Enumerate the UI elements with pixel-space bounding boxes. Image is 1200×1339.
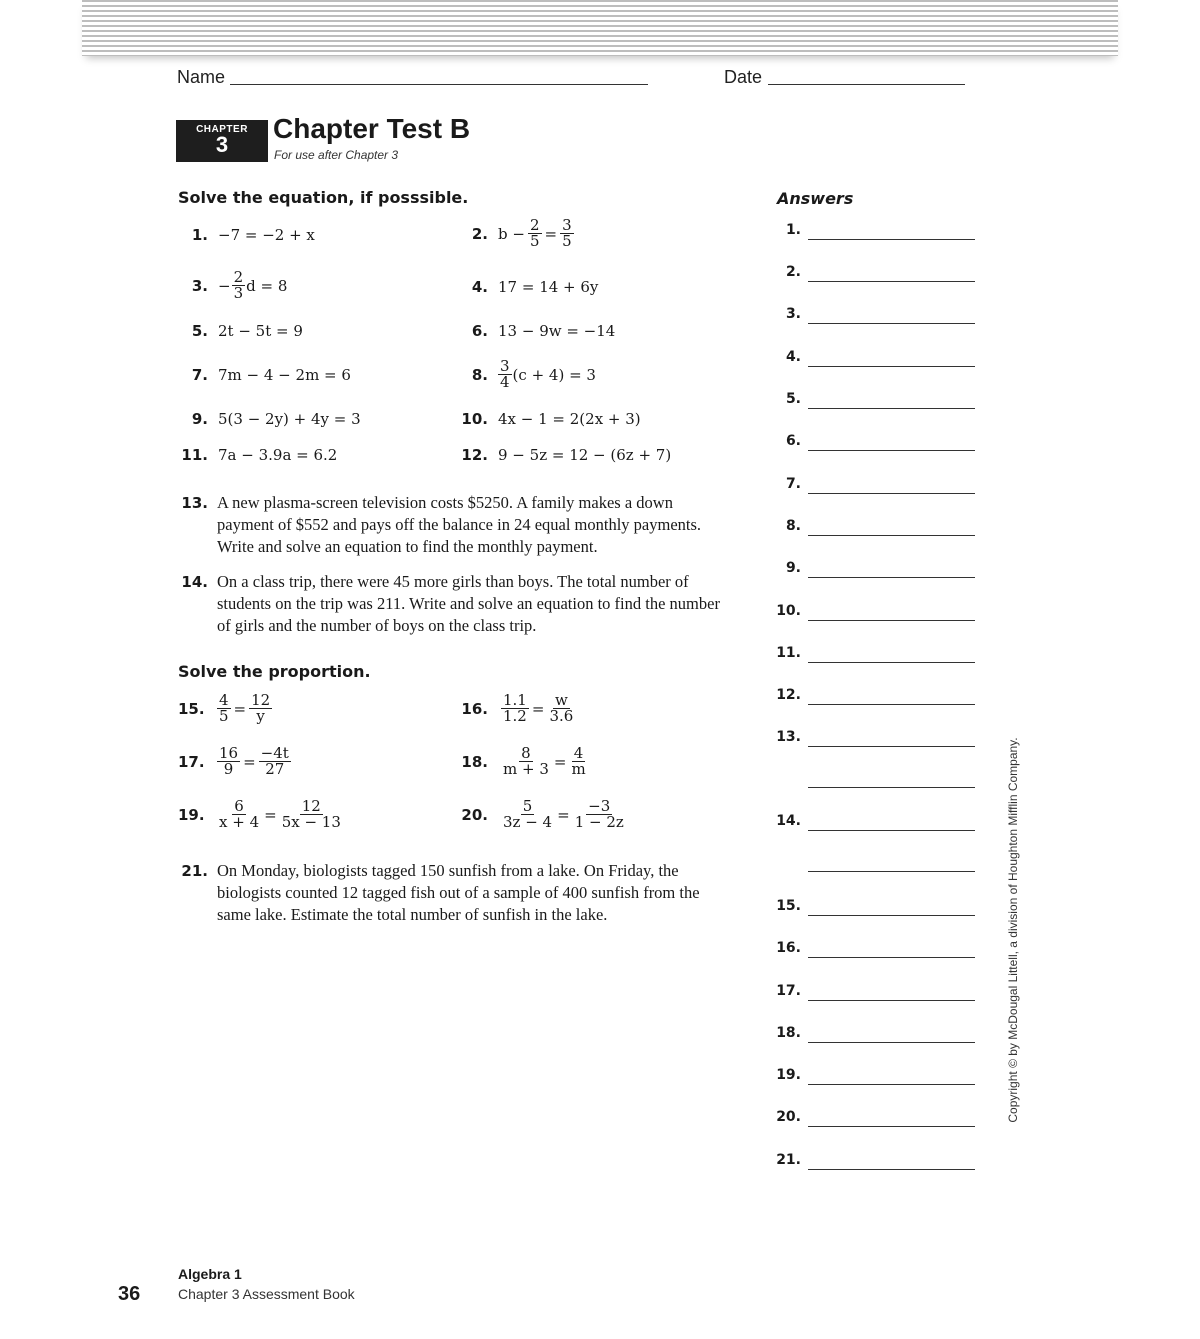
problem-1 <box>178 226 315 244</box>
answer-line-13-extra[interactable] <box>808 787 975 788</box>
fraction <box>528 218 542 249</box>
answer-line[interactable] <box>808 281 975 282</box>
denominator: m + 3 <box>503 760 549 778</box>
numerator: −3 <box>588 797 611 815</box>
answer-line[interactable] <box>808 408 975 409</box>
answer-line[interactable] <box>808 620 975 621</box>
answer-row-16[interactable] <box>770 940 975 960</box>
problem-8 <box>458 359 596 390</box>
answer-number: 6. <box>785 433 801 449</box>
equation: 5(3 − 2y) + 4y = 3 <box>218 410 361 428</box>
denominator: 3 <box>233 284 244 302</box>
chapter-word: CHAPTER <box>196 124 248 135</box>
problem-14 <box>178 571 733 637</box>
answers-heading: Answers <box>777 189 854 208</box>
answer-row-5[interactable] <box>770 391 975 411</box>
denominator: 5 <box>529 232 540 250</box>
equation: 2t − 5t = 9 <box>218 322 303 340</box>
answer-number: 21. <box>776 1152 801 1168</box>
answer-line[interactable] <box>808 746 975 747</box>
answer-line[interactable] <box>808 366 975 367</box>
answer-row-21[interactable] <box>770 1152 975 1172</box>
denominator: y <box>256 707 265 725</box>
fraction <box>249 693 272 724</box>
problem-15 <box>178 693 275 724</box>
denominator: x + 4 <box>219 813 260 831</box>
answer-line[interactable] <box>808 1169 975 1170</box>
problem-number: 4. <box>471 278 488 296</box>
problem-text: On a class trip, there were 45 more girls than boys. The total number of students on the trip was 211. Write and solve an equation to find the number of girls and the number of boys on the class trip. <box>217 572 720 635</box>
equation: −7 = −2 + x <box>218 226 315 244</box>
equals-sign: = <box>544 224 558 243</box>
fraction <box>501 693 529 724</box>
fraction <box>501 746 551 777</box>
problem-20 <box>458 799 629 830</box>
header-stripes <box>82 0 1118 56</box>
fraction <box>217 693 231 724</box>
fraction <box>547 693 575 724</box>
problem-number: 9. <box>191 410 208 428</box>
answer-line[interactable] <box>808 1042 975 1043</box>
problem-number: 21. <box>181 862 208 880</box>
section-heading-proportions: Solve the proportion. <box>178 662 371 681</box>
name-field-line[interactable] <box>230 84 648 85</box>
answer-number: 3. <box>785 306 801 322</box>
problem-number: 6. <box>471 322 488 340</box>
answer-number: 17. <box>776 983 801 999</box>
fraction <box>501 799 554 830</box>
page-number: 36 <box>118 1283 141 1305</box>
problem-9 <box>178 410 361 428</box>
problem-2 <box>458 218 577 249</box>
numerator: 5 <box>522 797 533 815</box>
denominator: 1 − 2z <box>574 813 624 831</box>
equals-sign: = <box>233 699 247 718</box>
answer-line[interactable] <box>808 1000 975 1001</box>
equation: 13 − 9w = −14 <box>498 322 616 340</box>
numerator: −4t <box>260 744 289 762</box>
answer-row-13[interactable] <box>770 729 975 749</box>
denominator: 9 <box>223 760 234 778</box>
equation: 7a − 3.9a = 6.2 <box>218 446 338 464</box>
answer-number: 20. <box>776 1109 801 1125</box>
equation: 4x − 1 = 2(2x + 3) <box>498 410 641 428</box>
problem-number: 8. <box>471 365 488 384</box>
problem-number: 19. <box>178 805 205 824</box>
problem-5 <box>178 322 303 340</box>
answer-number: 1. <box>785 222 801 238</box>
equation: 9 − 5z = 12 − (6z + 7) <box>498 446 672 464</box>
problem-12 <box>458 446 671 464</box>
answer-number: 9. <box>785 560 801 576</box>
answer-row-15[interactable] <box>770 898 975 918</box>
answer-line[interactable] <box>808 830 975 831</box>
equals-sign: = <box>553 752 567 771</box>
equation-suffix: d = 8 <box>246 276 288 295</box>
problem-number: 15. <box>178 699 205 718</box>
answer-number: 10. <box>776 603 801 619</box>
answer-row-8[interactable] <box>770 518 975 538</box>
equation-suffix: (c + 4) = 3 <box>512 365 596 384</box>
equals-sign: = <box>557 805 570 824</box>
problem-number: 14. <box>181 573 208 591</box>
problem-number: 7. <box>191 366 208 384</box>
problem-number: 5. <box>191 322 208 340</box>
answer-number: 18. <box>776 1025 801 1041</box>
answer-number: 13. <box>776 729 801 745</box>
answer-row-18[interactable] <box>770 1025 975 1045</box>
denominator: 3z − 4 <box>503 813 553 831</box>
denominator: 27 <box>265 760 285 778</box>
answer-number: 16. <box>776 940 801 956</box>
denominator: 5 <box>562 232 572 250</box>
answer-number: 4. <box>785 349 801 365</box>
fraction <box>569 746 587 777</box>
answer-number: 8. <box>785 518 801 534</box>
numerator: 12 <box>301 797 321 815</box>
numerator: 2 <box>529 216 540 234</box>
answer-row-17[interactable] <box>770 983 975 1003</box>
answer-row-12[interactable] <box>770 687 975 707</box>
problem-4 <box>458 278 598 296</box>
section-heading-equations: Solve the equation, if posssible. <box>178 188 469 207</box>
numerator: 1.1 <box>503 691 527 709</box>
answer-number: 14. <box>776 813 801 829</box>
answer-row-10[interactable] <box>770 603 975 623</box>
answer-number: 5. <box>785 391 801 407</box>
problem-number: 10. <box>461 410 488 428</box>
answer-line[interactable] <box>808 493 975 494</box>
equation: 17 = 14 + 6y <box>498 278 599 296</box>
answer-line[interactable] <box>808 535 975 536</box>
problem-17 <box>178 746 294 777</box>
fraction <box>259 746 291 777</box>
problem-11 <box>178 446 337 464</box>
answer-row-3[interactable] <box>770 306 975 326</box>
answer-row-19[interactable] <box>770 1067 975 1087</box>
answer-line[interactable] <box>808 915 975 916</box>
numerator: 3 <box>562 216 572 234</box>
denominator: 4 <box>500 373 510 391</box>
numerator: 8 <box>521 744 531 762</box>
denominator: m <box>571 760 586 778</box>
answer-row-6[interactable] <box>770 433 975 453</box>
problem-number: 12. <box>461 446 488 464</box>
fraction <box>560 218 574 249</box>
answer-number: 19. <box>776 1067 801 1083</box>
denominator: 3.6 <box>549 707 574 725</box>
problem-3 <box>178 270 287 301</box>
answer-number: 15. <box>776 898 801 914</box>
date-label: Date <box>724 67 763 87</box>
numerator: 2 <box>233 268 244 286</box>
problem-number: 20. <box>461 805 488 824</box>
fraction <box>280 799 343 830</box>
page-subtitle: For use after Chapter 3 <box>274 148 399 162</box>
footer-book-title: Algebra 1 <box>178 1266 242 1282</box>
problem-number: 1. <box>191 226 208 244</box>
equation-prefix: − <box>218 276 231 295</box>
numerator: 4 <box>573 744 584 762</box>
answer-number: 2. <box>785 264 801 280</box>
answer-row-2[interactable] <box>770 264 975 284</box>
name-label: Name <box>177 67 226 87</box>
problem-number: 11. <box>181 446 208 464</box>
problem-text: On Monday, biologists tagged 150 sunfish from a lake. On Friday, the biologists counted 12 tagged fish out of a sample of 400 sunfish from the same lake. Estimate the total number of sunfish in the lake. <box>217 861 700 924</box>
answer-line-14-extra[interactable] <box>808 871 975 872</box>
problem-number: 17. <box>178 752 205 771</box>
answer-row-20[interactable] <box>770 1109 975 1129</box>
answer-line[interactable] <box>808 704 975 705</box>
problem-18 <box>458 746 591 777</box>
chapter-number: 3 <box>215 132 229 157</box>
answer-number: 11. <box>776 645 801 661</box>
fraction <box>217 746 240 777</box>
problem-19 <box>178 799 346 830</box>
fraction <box>217 799 261 830</box>
numerator: 3 <box>500 357 510 375</box>
fraction <box>573 799 626 830</box>
problem-number: 13. <box>181 494 208 512</box>
date-field-line[interactable] <box>768 84 965 85</box>
answer-row-1[interactable] <box>770 222 975 242</box>
footer-book-subtitle: Chapter 3 Assessment Book <box>178 1286 355 1302</box>
answer-line[interactable] <box>808 323 975 324</box>
answer-line[interactable] <box>808 957 975 958</box>
answer-line[interactable] <box>808 577 975 578</box>
denominator: 5 <box>219 707 229 725</box>
equation-prefix: b − <box>498 224 525 243</box>
fraction <box>232 270 246 301</box>
equals-sign: = <box>264 805 277 824</box>
equals-sign: = <box>243 752 256 771</box>
chapter-badge <box>176 120 268 162</box>
numerator: 4 <box>219 691 229 709</box>
answer-row-11[interactable] <box>770 645 975 665</box>
answer-line[interactable] <box>808 239 975 240</box>
problem-text: A new plasma-screen television costs $5250. A family makes a down payment of $552 and pays off the balance in 24 equal monthly payments. Write and solve an equation to find the monthly payment. <box>217 493 702 556</box>
equals-sign: = <box>531 699 545 718</box>
problem-number: 3. <box>191 276 208 295</box>
denominator: 5x − 13 <box>281 813 341 831</box>
answer-line[interactable] <box>808 1084 975 1085</box>
numerator: 12 <box>251 691 271 709</box>
copyright-notice: Copyright © by McDougal Littell, a division of Houghton Mifflin Company. <box>1006 737 1020 1123</box>
problem-number: 18. <box>461 752 488 771</box>
problem-6 <box>458 322 615 340</box>
numerator: 6 <box>234 797 244 815</box>
equation: 7m − 4 − 2m = 6 <box>218 366 351 384</box>
problem-number: 2. <box>471 224 488 243</box>
answer-line[interactable] <box>808 662 975 663</box>
problem-16 <box>458 693 578 724</box>
problem-number: 16. <box>461 699 488 718</box>
answer-row-4[interactable] <box>770 349 975 369</box>
fraction <box>498 359 512 390</box>
problem-21 <box>178 860 733 926</box>
answer-line[interactable] <box>808 1126 975 1127</box>
denominator: 1.2 <box>503 707 527 725</box>
numerator: w <box>554 691 568 709</box>
answer-number: 12. <box>776 687 801 703</box>
page-title: Chapter Test B <box>273 113 471 144</box>
problem-13 <box>178 492 733 558</box>
problem-10 <box>458 410 641 428</box>
problem-7 <box>178 366 351 384</box>
answer-line[interactable] <box>808 450 975 451</box>
answer-row-7[interactable] <box>770 476 975 496</box>
answer-row-14[interactable] <box>770 813 975 833</box>
numerator: 16 <box>219 744 239 762</box>
answer-row-9[interactable] <box>770 560 975 580</box>
answer-number: 7. <box>785 476 801 492</box>
